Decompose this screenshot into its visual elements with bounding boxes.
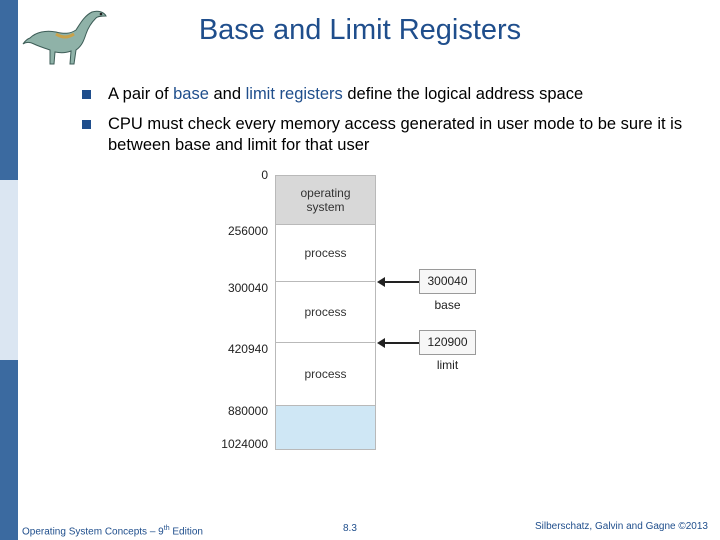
bullet-list: [82, 84, 692, 165]
limit-arrow-shaft: [384, 342, 419, 344]
memory-block-os: [275, 175, 376, 225]
base-arrow-shaft: [384, 281, 419, 283]
address-label: 880000: [227, 404, 268, 418]
address-label: 256000: [227, 224, 268, 238]
copyright: Silberschatz, Galvin and Gagne ©2013: [534, 521, 708, 532]
memory-block-process: [275, 342, 376, 406]
footer-book-text: Operating System Concepts – 9: [22, 526, 164, 538]
footer-book-title: [22, 525, 203, 537]
arrow-left-icon: [377, 338, 385, 348]
slide-title: [0, 14, 720, 47]
base-register: 300040: [419, 269, 476, 294]
address-label: 0: [261, 168, 268, 182]
bullet-square-icon: [82, 90, 91, 99]
address-label: 300040: [227, 281, 268, 295]
highlight-limit-registers: limit registers: [245, 85, 343, 103]
block-label: process: [304, 246, 347, 260]
memory-block-free: [275, 405, 376, 450]
left-band-bottom: [0, 360, 18, 540]
address-label: 1024000: [221, 437, 268, 451]
left-band-middle: [0, 180, 18, 360]
bullet-text: A pair of: [108, 85, 174, 103]
footer-book-sup: th: [163, 525, 170, 532]
bullet-text: define the logical address space: [342, 85, 584, 103]
arrow-left-icon: [377, 277, 385, 287]
block-label: operating system: [300, 186, 351, 214]
base-register-label: base: [434, 298, 461, 312]
page-number: 8.3: [343, 523, 357, 534]
block-label: process: [304, 305, 347, 319]
limit-register: 120900: [419, 330, 476, 355]
bullet-item: [82, 84, 692, 105]
bullet-item: [82, 114, 692, 156]
limit-register-label: limit: [436, 358, 459, 372]
bullet-text: CPU must check every memory access generated in user mode to be sure it is between base and limit for that user: [108, 115, 683, 154]
address-label: 420940: [227, 342, 268, 356]
highlight-base: base: [173, 85, 209, 103]
block-label: process: [304, 367, 347, 381]
bullet-square-icon: [82, 120, 91, 129]
memory-block-process: [275, 281, 376, 343]
slide-title-text: Base and Limit Registers: [198, 14, 522, 46]
memory-block-process: [275, 224, 376, 282]
bullet-text: and: [208, 85, 246, 103]
footer-book-suffix: Edition: [169, 526, 203, 538]
